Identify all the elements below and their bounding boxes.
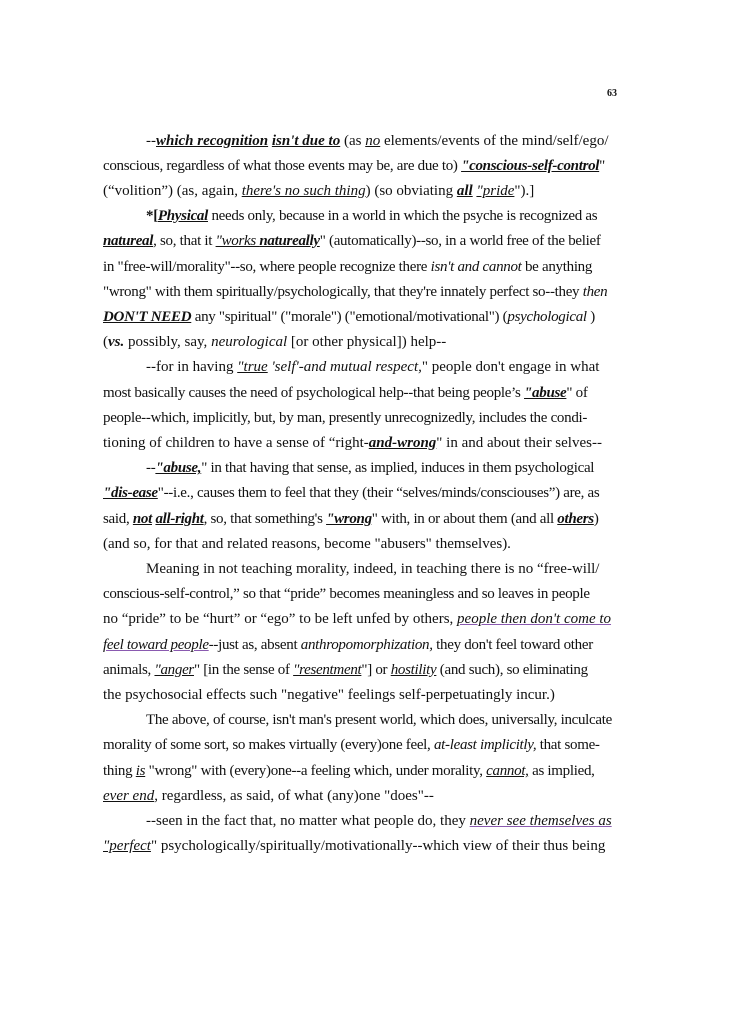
text-run: "dis-ease bbox=[103, 485, 158, 501]
text-run: any "spiritual" ("morale") ("emotional/motivational") ( bbox=[191, 309, 508, 325]
text-line bbox=[103, 733, 600, 758]
text-run: vs. bbox=[108, 334, 125, 350]
text-run: , so, that something's bbox=[203, 511, 327, 527]
text-run: -- bbox=[146, 133, 156, 149]
text-run: ) bbox=[593, 511, 599, 527]
text-line bbox=[103, 633, 593, 658]
text-run: " in that having that sense, as implied, induces in them psychological bbox=[201, 460, 595, 476]
text-run: Physical bbox=[157, 208, 208, 224]
text-run: natureally bbox=[259, 233, 320, 249]
text-run: "--i.e., causes them to feel that they (their “selves/minds/consciouses”) are, as bbox=[157, 485, 600, 501]
text-run: *[ bbox=[146, 208, 158, 224]
text-run: neurological bbox=[211, 334, 288, 350]
text-line bbox=[103, 305, 595, 330]
text-run: in "free-will/morality"--so, where people recognize there bbox=[103, 259, 431, 275]
page-number: 63 bbox=[607, 88, 617, 99]
text-line bbox=[103, 481, 599, 506]
text-line bbox=[103, 229, 601, 254]
text-run: (and such), so eliminating bbox=[436, 662, 588, 678]
text-run: possibly, say, bbox=[124, 334, 212, 350]
text-run: , so, that it bbox=[153, 233, 216, 249]
text-run: anthropomorphization, bbox=[300, 637, 433, 653]
text-run: ) (so obviating bbox=[365, 183, 457, 199]
text-line bbox=[103, 784, 434, 809]
text-line bbox=[146, 557, 599, 582]
text-run: cannot, bbox=[486, 763, 529, 779]
text-run: "pride bbox=[476, 183, 515, 199]
text-run: -- bbox=[146, 460, 156, 476]
text-run: isn't due to bbox=[271, 133, 341, 149]
text-run: "works bbox=[215, 233, 260, 249]
text-run: "conscious-self-control bbox=[461, 158, 600, 174]
text-run: people then don't come to bbox=[457, 611, 612, 627]
text-line bbox=[103, 179, 534, 204]
text-line bbox=[103, 255, 592, 280]
text-run: ").] bbox=[514, 183, 535, 199]
text-run: elements/events of the mind/self/ego/ bbox=[380, 133, 609, 149]
text-run: the psychosocial effects such "negative" feelings self-perpetuatingly incur.) bbox=[103, 687, 555, 703]
text-run: " in and about their selves-- bbox=[436, 435, 602, 451]
text-run: no “pride” to be “hurt” or “ego” to be left unfed by others, bbox=[103, 611, 458, 627]
text-line bbox=[103, 683, 555, 708]
text-line bbox=[146, 708, 612, 733]
text-line bbox=[146, 456, 594, 481]
text-line bbox=[146, 355, 599, 380]
text-run: "wrong bbox=[326, 511, 372, 527]
text-run: (and so, for that and related reasons, become "abusers" themselves). bbox=[103, 536, 511, 552]
text-line bbox=[103, 154, 605, 179]
text-line bbox=[103, 759, 595, 784]
text-run: "wrong" with them spiritually/psychologically, that they're innately perfect so--they bbox=[103, 284, 583, 300]
text-run: thing bbox=[103, 763, 136, 779]
text-run: all bbox=[456, 183, 473, 199]
text-run: at-least implicitly, bbox=[433, 737, 537, 753]
text-line bbox=[103, 658, 588, 683]
text-run: "perfect bbox=[103, 838, 151, 854]
text-run: " [in the sense of bbox=[193, 662, 294, 678]
text-line bbox=[103, 582, 590, 607]
text-run: "abuse, bbox=[155, 460, 202, 476]
text-run: "anger bbox=[154, 662, 194, 678]
text-run: and-wrong bbox=[368, 435, 437, 451]
text-run: natureal bbox=[103, 233, 154, 249]
text-run: " (automatically)--so, in a world free of the belief bbox=[319, 233, 601, 249]
text-run: "] or bbox=[361, 662, 391, 678]
text-run: --for in having bbox=[146, 359, 238, 375]
text-run: not bbox=[132, 511, 152, 527]
text-line bbox=[146, 129, 609, 154]
text-run: hostility bbox=[390, 662, 437, 678]
text-run: " with, in or about them (and all bbox=[371, 511, 558, 527]
text-run: feel toward people bbox=[103, 637, 209, 653]
text-run: --just as, absent bbox=[208, 637, 301, 653]
text-run: ) bbox=[586, 309, 595, 325]
text-run: ever end bbox=[103, 788, 155, 804]
text-run: " of bbox=[566, 385, 588, 401]
text-run: 'self'-and mutual respect, bbox=[271, 359, 422, 375]
text-run: " psychologically/spiritually/motivationally--which view of their thus being bbox=[150, 838, 606, 854]
text-line bbox=[103, 431, 602, 456]
text-run: conscious, regardless of what those events may be, are due to) bbox=[103, 158, 462, 174]
text-run: ( bbox=[103, 334, 108, 350]
text-line bbox=[103, 406, 587, 431]
text-run: tioning of children to have a sense of “right- bbox=[103, 435, 369, 451]
text-run: be anything bbox=[521, 259, 593, 275]
text-run: " bbox=[599, 158, 605, 174]
text-run: that some- bbox=[536, 737, 600, 753]
text-run: others bbox=[557, 511, 594, 527]
text-run: then bbox=[582, 284, 608, 300]
text-run: isn't and cannot bbox=[430, 259, 522, 275]
text-run: The above, of course, isn't man's present world, which does, universally, inculcate bbox=[146, 712, 612, 728]
text-line bbox=[103, 532, 511, 557]
text-run: most basically causes the need of psychological help--that being people’s bbox=[103, 385, 525, 401]
text-run: all-right bbox=[155, 511, 204, 527]
text-run: never see themselves as bbox=[469, 813, 612, 829]
text-run: needs only, because in a world in which the psyche is recognized as bbox=[208, 208, 598, 224]
text-line bbox=[103, 330, 446, 355]
text-run: said, bbox=[103, 511, 133, 527]
text-run: Meaning in not teaching morality, indeed, in teaching there is no “free-will/ bbox=[146, 561, 600, 577]
text-run: morality of some sort, so makes virtually (every)one feel, bbox=[103, 737, 434, 753]
text-line bbox=[103, 834, 605, 859]
text-run: "resentment bbox=[293, 662, 362, 678]
text-run: DON'T NEED bbox=[103, 309, 192, 325]
text-run: is bbox=[135, 763, 146, 779]
text-run: , regardless, as said, of what (any)one "does"-- bbox=[154, 788, 434, 804]
text-run: as implied, bbox=[528, 763, 595, 779]
text-run: psychological bbox=[507, 309, 587, 325]
text-run: "wrong" with (every)one--a feeling which, under morality, bbox=[145, 763, 487, 779]
text-line bbox=[103, 507, 599, 532]
text-run: "abuse bbox=[524, 385, 567, 401]
text-line bbox=[103, 381, 588, 406]
text-line bbox=[103, 607, 611, 632]
text-run: [or other physical]) help-- bbox=[287, 334, 447, 350]
text-run: "true bbox=[237, 359, 268, 375]
text-line bbox=[103, 280, 607, 305]
text-line bbox=[146, 809, 612, 834]
text-run: they don't feel toward other bbox=[432, 637, 593, 653]
text-run: animals, bbox=[103, 662, 155, 678]
text-run: there's no such thing bbox=[241, 183, 366, 199]
text-run: (as bbox=[340, 133, 366, 149]
text-run: --seen in the fact that, no matter what people do, they bbox=[146, 813, 470, 829]
text-run: people--which, implicitly, but, by man, presently unrecognizedly, includes the condi- bbox=[103, 410, 588, 426]
text-run: " people don't engage in what bbox=[421, 359, 600, 375]
text-run: no bbox=[365, 133, 381, 149]
text-run: conscious-self-control,” so that “pride” becomes meaningless and so leaves in people bbox=[103, 586, 590, 602]
text-line bbox=[146, 204, 597, 229]
text-run: (“volition”) (as, again, bbox=[103, 183, 242, 199]
text-run: which recognition bbox=[156, 133, 269, 149]
